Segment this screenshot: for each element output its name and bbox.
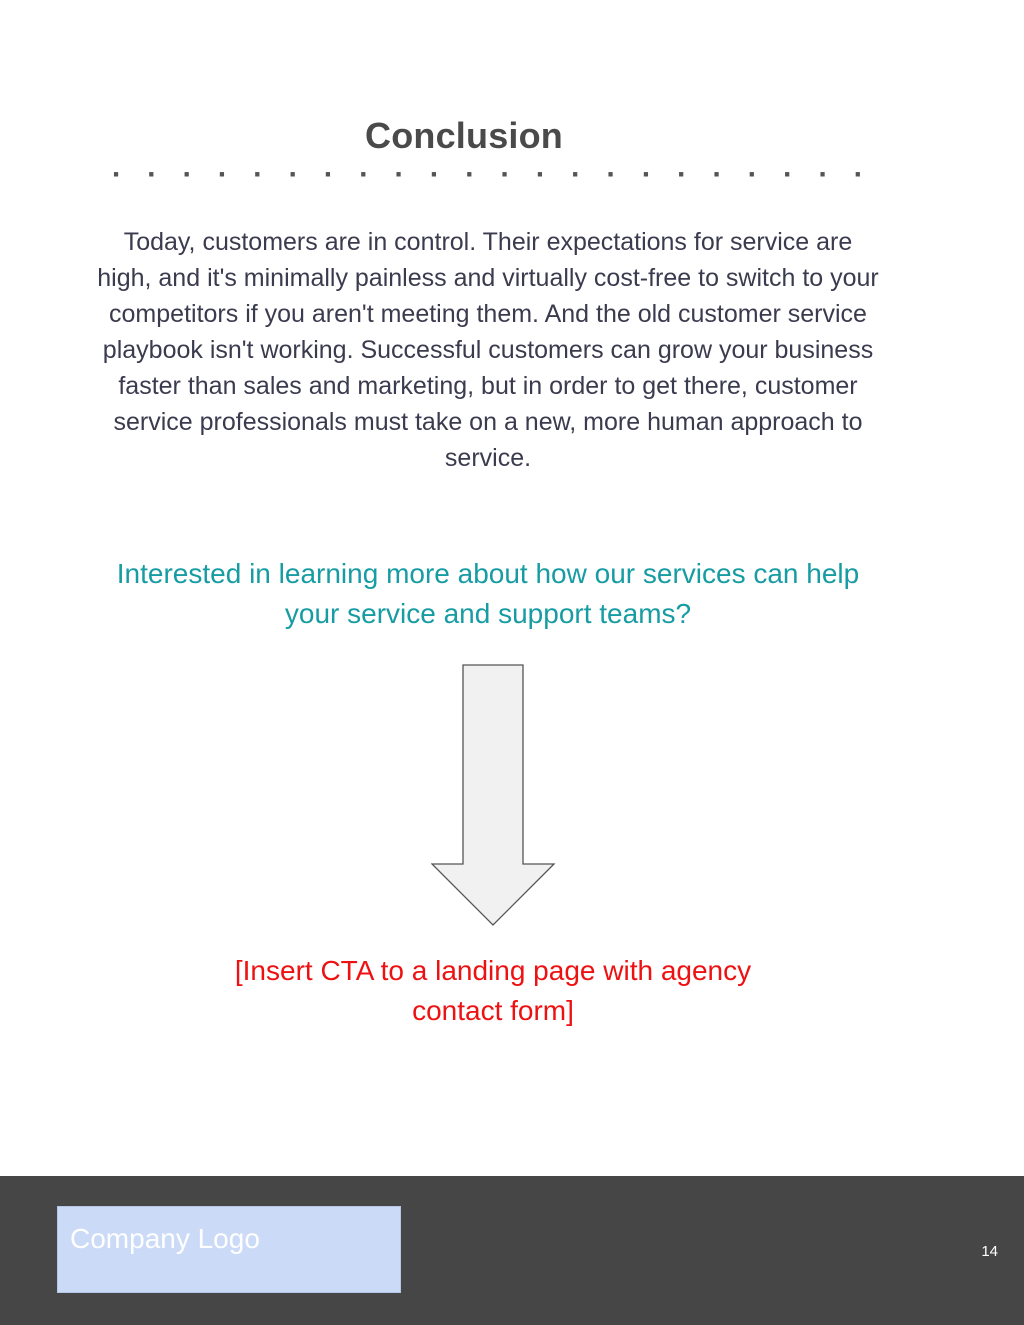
down-arrow-icon: [431, 664, 556, 926]
footer-bar: [0, 1176, 1024, 1325]
cta-placeholder[interactable]: [Insert CTA to a landing page with agency contact form]: [234, 955, 752, 1026]
interest-prompt: Interested in learning more about how our services can help your service and support teams?: [116, 558, 860, 629]
page-number: 14: [981, 1243, 998, 1260]
dotted-divider: · · · · · · · · · · · · · · · · · · · · · ·: [111, 158, 873, 191]
company-logo-text: Company Logo: [70, 1223, 260, 1254]
company-logo-placeholder: [57, 1206, 401, 1293]
page-title: Conclusion: [365, 115, 563, 156]
body-paragraph: Today, customers are in control. Their expectations for service are high, and it's minimally painless and virtually cost-free to switch to your competitors if you aren't meeting them. And the old customer service playbook isn't working. Successful customers can grow your business faster than sales and marketing, but in order to get there, customer service professionals must take on a new, more human approach to service.: [97, 228, 879, 472]
